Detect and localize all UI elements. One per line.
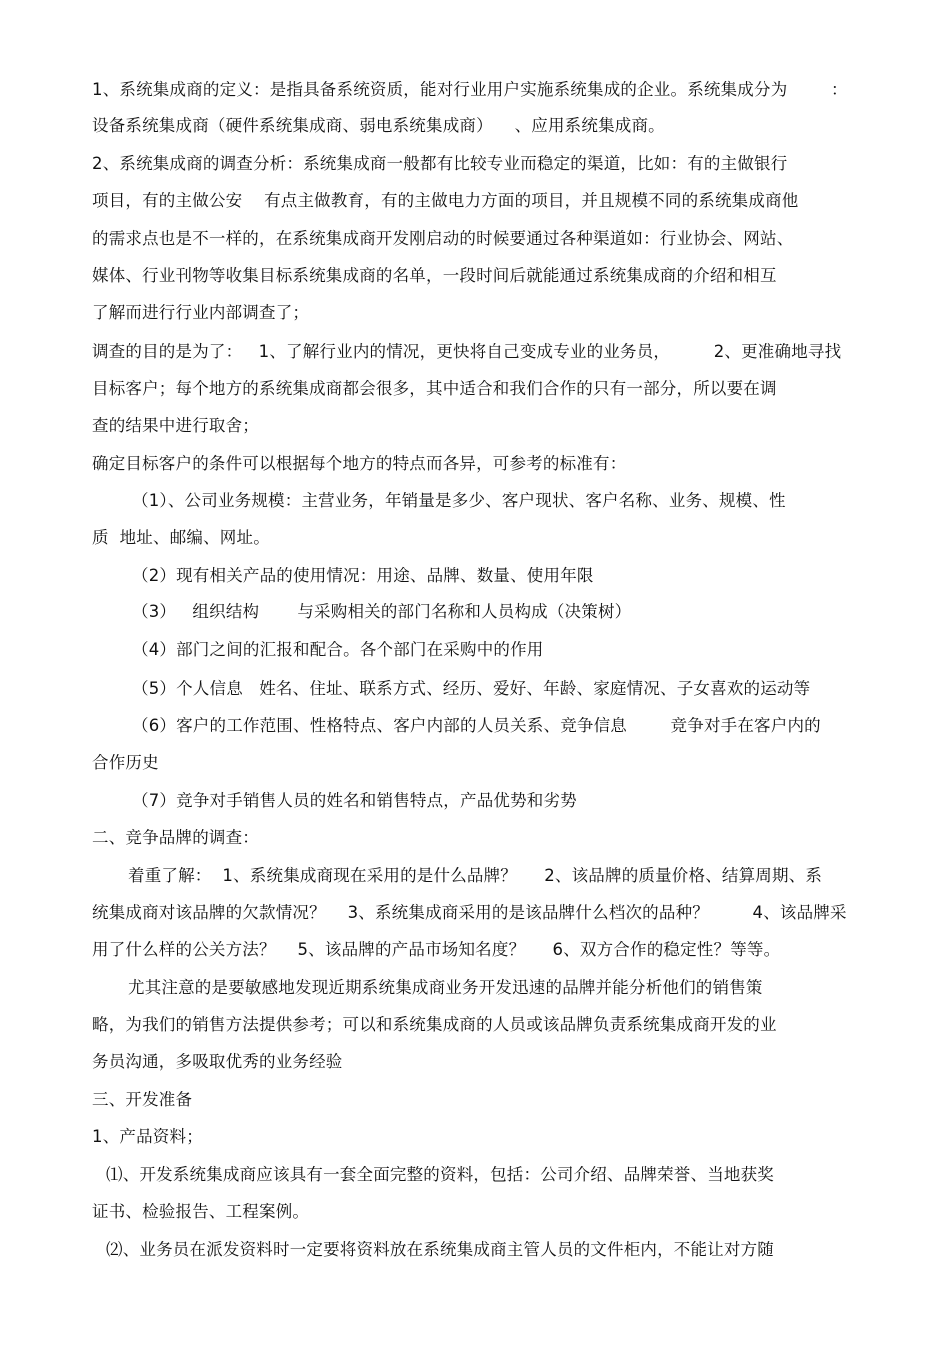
- text-line: （1）、公司业务规模：主营业务，年销量是多少、客户现状、客户名称、业务、规模、性: [132, 491, 786, 510]
- text-line: 1、产品资料；: [92, 1127, 203, 1146]
- text-line: 统集成商对该品牌的欠款情况？ 3、系统集成商采用的是该品牌什么档次的品种？ 4、该品牌采: [92, 903, 847, 922]
- text-line: （6）客户的工作范围、性格特点、客户内部的人员关系、竞争信息 竞争对手在客户内的: [132, 716, 821, 735]
- text-line: （2）现有相关产品的使用情况：用途、品牌、数量、使用年限: [132, 566, 594, 585]
- text-line: 着重了解： 1、系统集成商现在采用的是什么品牌？ 2、该品牌的质量价格、结算周期、系: [128, 866, 823, 885]
- text-line: 查的结果中进行取舍；: [92, 416, 259, 435]
- text-line: 质 地址、邮编、网址。: [92, 528, 270, 547]
- text-line: 确定目标客户的条件可以根据每个地方的特点而各异，可参考的标准有：: [92, 454, 627, 473]
- text-line: 略，为我们的销售方法提供参考；可以和系统集成商的人员或该品牌负责系统集成商开发的业: [92, 1015, 777, 1034]
- text-line: （4）部门之间的汇报和配合。各个部门在采购中的作用: [132, 640, 544, 659]
- section-heading: 二、竞争品牌的调查：: [92, 828, 259, 847]
- text-line: 尤其注意的是要敏感地发现近期系统集成商业务开发迅速的品牌并能分析他们的销售策: [128, 978, 763, 997]
- text-line: 目标客户；每个地方的系统集成商都会很多，其中适合和我们合作的只有一部分，所以要在调: [92, 379, 777, 398]
- text-line: 媒体、行业刊物等收集目标系统集成商的名单，一段时间后就能通过系统集成商的介绍和相互: [92, 266, 777, 285]
- section-heading: 三、开发准备: [92, 1090, 193, 1109]
- text-line: 设备系统集成商（硬件系统集成商、弱电系统集成商） 、应用系统集成商。: [92, 116, 665, 135]
- text-line: 2、系统集成商的调查分析：系统集成商一般都有比较专业而稳定的渠道，比如：有的主做银行: [92, 154, 788, 173]
- text-line: 用了什么样的公关方法？ 5、该品牌的产品市场知名度？ 6、双方合作的稳定性？等等。: [92, 940, 781, 959]
- text-line: 合作历史: [92, 753, 159, 772]
- text-line: 1、系统集成商的定义：是指具备系统资质，能对行业用户实施系统集成的企业。系统集成分为 ：: [92, 80, 848, 99]
- text-line: （7）竞争对手销售人员的姓名和销售特点，产品优势和劣势: [132, 791, 577, 810]
- text-line: 的需求点也是不一样的，在系统集成商开发刚启动的时候要通过各种渠道如：行业协会、网站、: [92, 229, 794, 248]
- text-line: 项目，有的主做公安 有点主做教育，有的主做电力方面的项目，并且规模不同的系统集成商他: [92, 191, 799, 210]
- text-line: ⑴、开发系统集成商应该具有一套全面完整的资料，包括：公司介绍、品牌荣誉、当地获奖: [106, 1165, 774, 1184]
- text-line: （5）个人信息 姓名、住址、联系方式、经历、爱好、年龄、家庭情况、子女喜欢的运动等: [132, 679, 811, 698]
- text-line: （3） 组织结构 与采购相关的部门名称和人员构成（决策树）: [132, 602, 632, 621]
- text-line: 调查的目的是为了： 1、了解行业内的情况，更快将自己变成专业的业务员， 2、更准确地寻找: [92, 342, 842, 361]
- text-line: ⑵、业务员在派发资料时一定要将资料放在系统集成商主管人员的文件柜内，不能让对方随: [106, 1240, 774, 1259]
- text-line: 务员沟通，多吸取优秀的业务经验: [92, 1052, 343, 1071]
- text-line: 证书、检验报告、工程案例。: [92, 1202, 310, 1221]
- text-line: 了解而进行行业内部调查了；: [92, 303, 310, 322]
